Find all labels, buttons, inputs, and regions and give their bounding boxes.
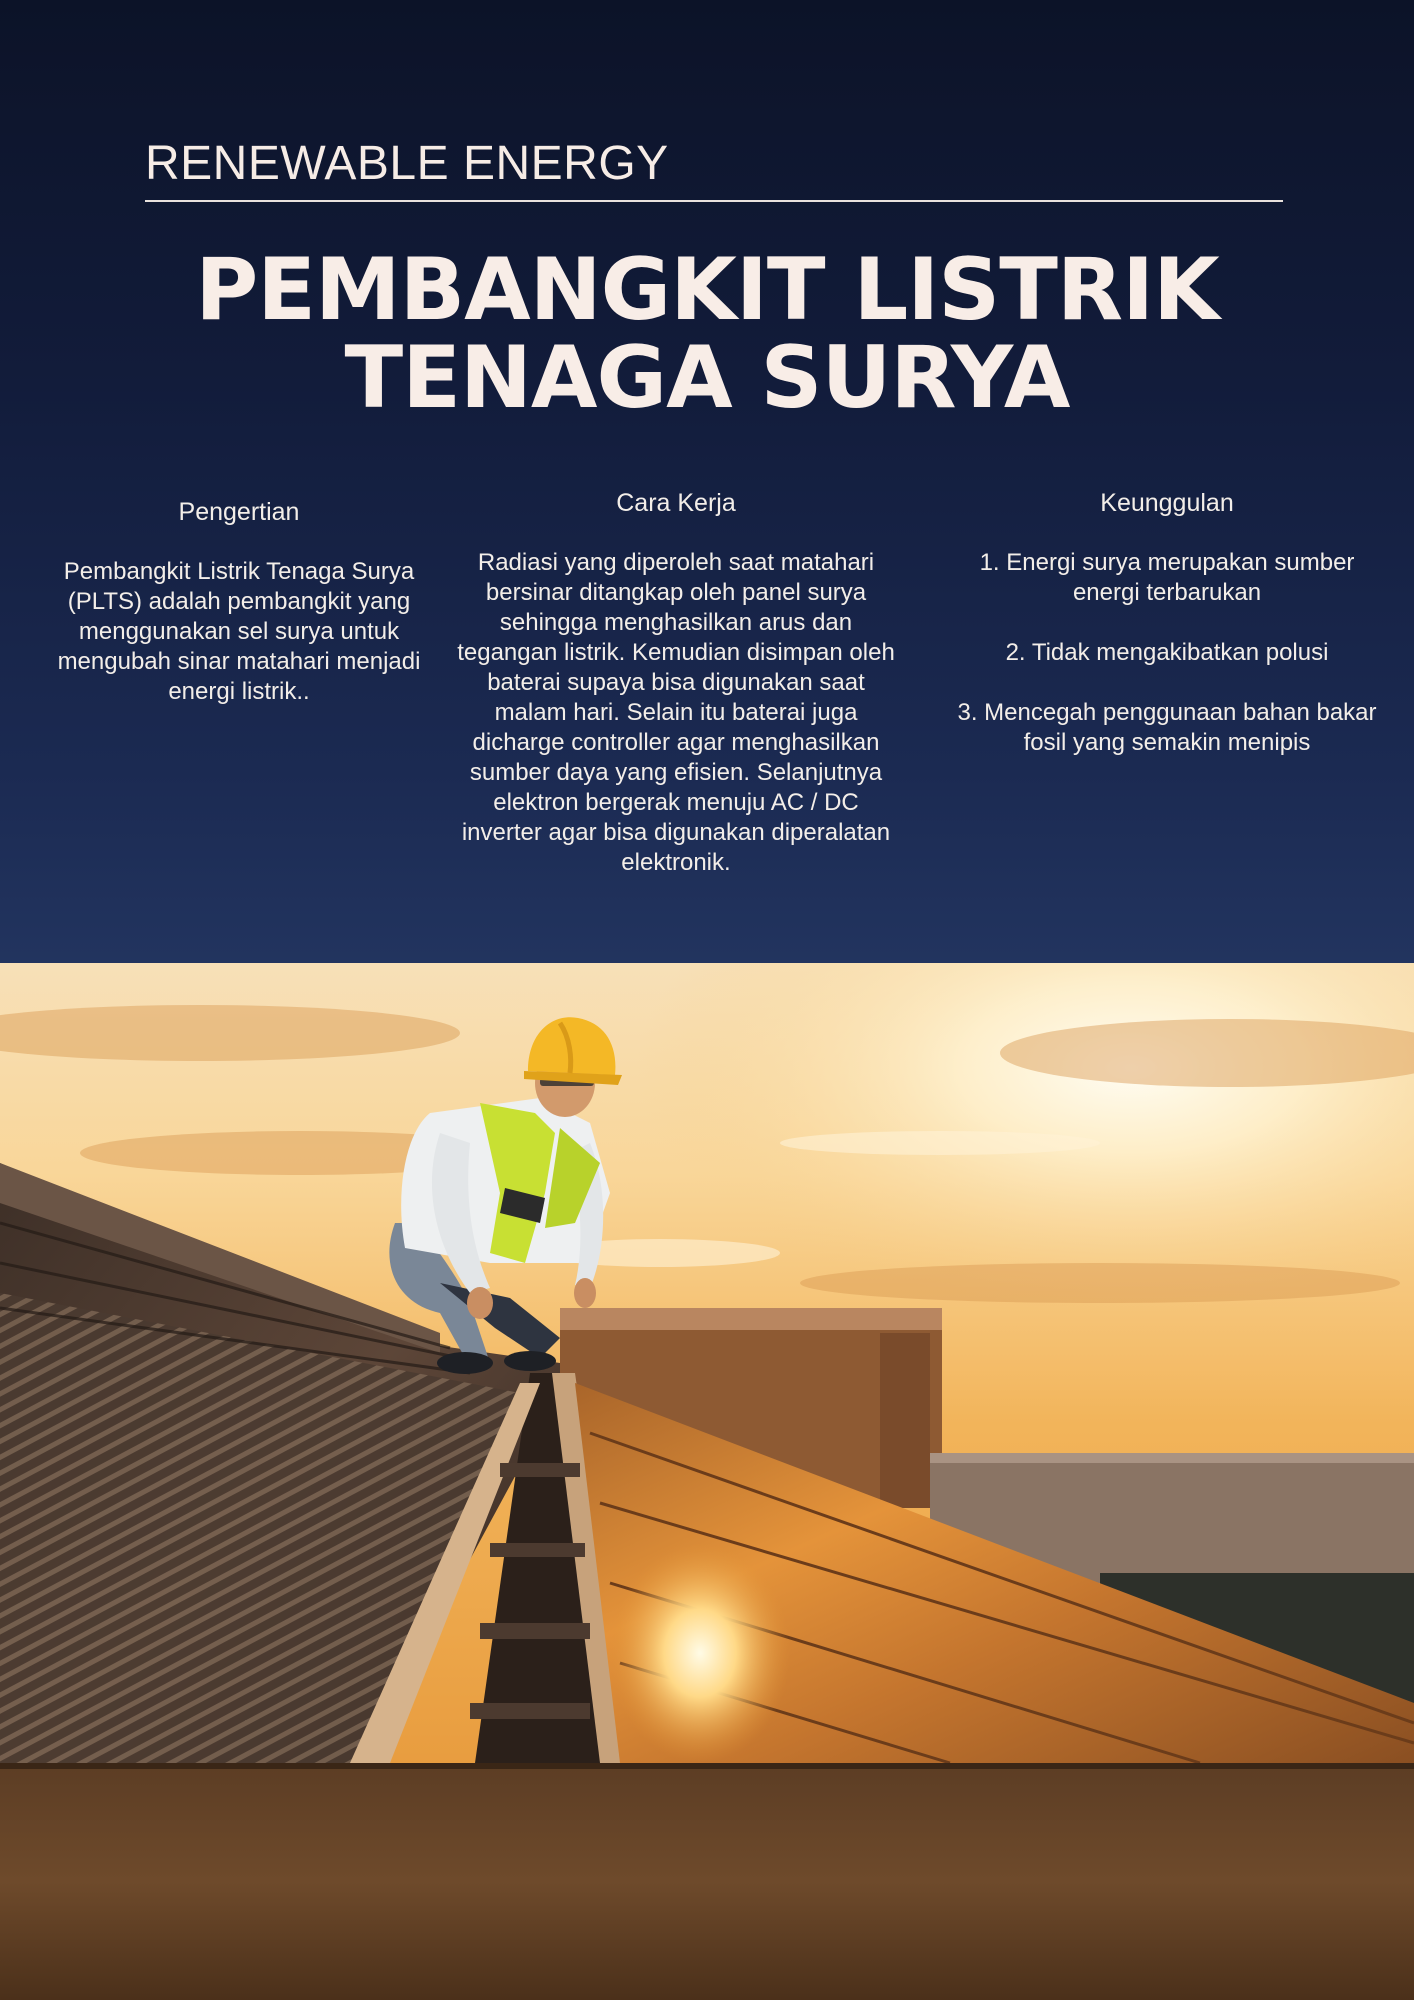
page-title xyxy=(0,240,1414,428)
column-body-pengertian: Pembangkit Listrik Tenaga Surya (PLTS) adalah pembangkit yang menggunakan sel surya untuk mengubah sinar matahari menjadi energi listrik.. xyxy=(57,558,421,705)
advantage-item: 3. Mencegah penggunaan bahan bakar fosil yang semakin menipis xyxy=(957,699,1377,756)
header-section xyxy=(0,0,1414,963)
column-heading-pengertian: Pengertian xyxy=(178,498,300,526)
column-keunggulan xyxy=(957,488,1377,788)
column-body-cara-kerja: Radiasi yang diperoleh saat matahari bersinar ditangkap oleh panel surya sehingga menghasilkan arus dan tegangan listrik. Kemudian disimpan oleh baterai supaya bisa digunakan saat malam hari. Selain itu baterai juga dicharge controller agar menghasilkan sumber daya yang efisien. Selanjutnya elektron bergerak menuju AC / DC inverter agar bisa digunakan diperalatan elektronik. xyxy=(457,549,895,876)
column-heading-keunggulan: Keunggulan xyxy=(1100,489,1234,517)
column-heading-cara-kerja: Cara Kerja xyxy=(616,489,736,517)
column-pengertian xyxy=(40,497,438,707)
advantage-item: 2. Tidak mengakibatkan polusi xyxy=(1005,639,1329,666)
solar-worker-photo xyxy=(0,963,1414,2000)
category-label: RENEWABLE ENERGY xyxy=(145,137,669,190)
advantage-item: 1. Energi surya merupakan sumber energi terbarukan xyxy=(979,549,1355,606)
title-line-1: PEMBANGKIT LISTRIK xyxy=(195,240,1219,340)
column-cara-kerja xyxy=(455,488,897,878)
title-line-2: TENAGA SURYA xyxy=(344,328,1070,428)
divider-line xyxy=(145,200,1283,202)
